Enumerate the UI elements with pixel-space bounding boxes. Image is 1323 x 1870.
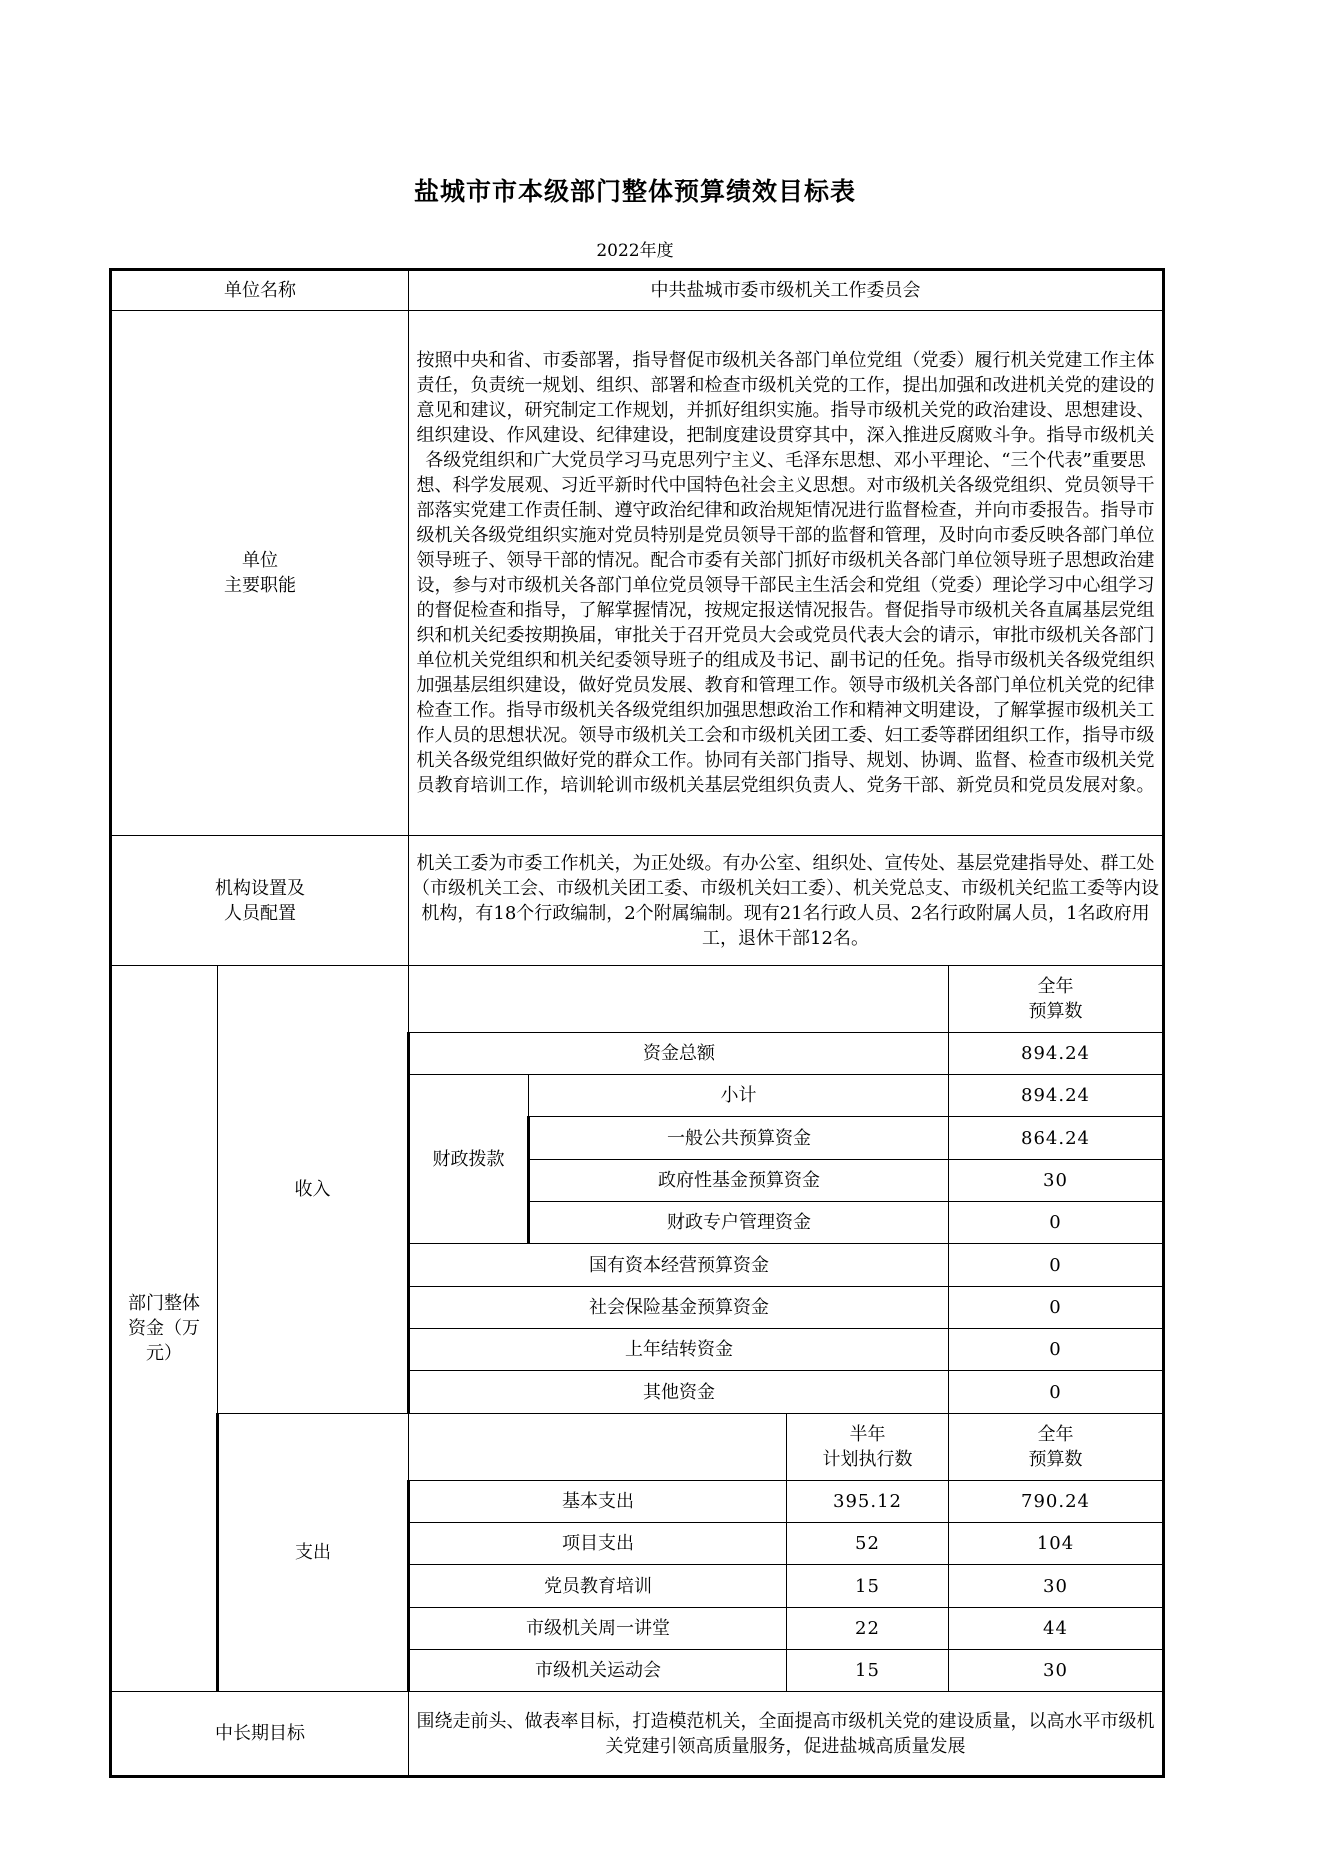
expense-header-half-year xyxy=(787,1414,949,1481)
income-header-line2: 预算数 xyxy=(1028,1001,1083,1022)
expense-row-label: 基本支出 xyxy=(409,1481,787,1523)
fiscal-year: 2022年度 xyxy=(596,241,674,261)
expense-header-full-line2: 预算数 xyxy=(1028,1449,1083,1470)
other-income-label: 国有资本经营预算资金 xyxy=(409,1244,949,1287)
income-label: 收入 xyxy=(218,966,409,1414)
fiscal-item-label: 政府性基金预算资金 xyxy=(529,1160,949,1202)
fiscal-item-value: 30 xyxy=(949,1160,1164,1202)
expense-row-label: 党员教育培训 xyxy=(409,1565,787,1608)
expense-row-half: 395.12 xyxy=(787,1481,949,1523)
goal-label: 中长期目标 xyxy=(111,1692,409,1777)
expense-row-full: 790.24 xyxy=(949,1481,1164,1523)
total-funds-label: 资金总额 xyxy=(409,1033,949,1075)
performance-target-table xyxy=(109,268,1165,1778)
income-header-blank xyxy=(409,966,949,1033)
expense-row-half: 15 xyxy=(787,1650,949,1692)
functions-text: 按照中央和省、市委部署，指导督促市级机关各部门单位党组（党委）履行机关党建工作主体责任，负责统一规划、组织、部署和检查市级机关党的工作，提出加强和改进机关党的建设的意见和建议，研究制定工作规划，并抓好组织实施。指导市级机关党的政治建设、思想建设、组织建设、作风建设、纪律建设，把制度建设贯穿其中，深入推进反腐败斗争。指导市级机关各级党组织和广大党员学习马克思列宁主义、毛泽东思想、邓小平理论、“三个代表”重要思想、科学发展观、习近平新时代中国特色社会主义思想。对市级机关各级党组织、党员领导干部落实党建工作责任制、遵守政治纪律和政治规矩情况进行监督检查，并向市委报告。指导市级机关各级党组织实施对党员特别是党员领导干部的监督和管理，及时向市委反映各部门单位领导班子、领导干部的情况。配合市委有关部门抓好市级机关各部门单位领导班子思想政治建设，参与对市级机关各部门单位党员领导干部民主生活会和党组（党委）理论学习中心组学习的督促检查和指导，了解掌握情况，按规定报送情况报告。督促指导市级机关各直属基层党组织和机关纪委按期换届，审批关于召开党员大会或党员代表大会的请示，审批市级机关各部门单位机关党组织和机关纪委领导班子的组成及书记、副书记的任免。指导市级机关各级党组织加强基层组织建设，做好党员发展、教育和管理工作。领导市级机关各部门单位机关党的纪律检查工作。指导市级机关各级党组织加强思想政治工作和精神文明建设，了解掌握市级机关工作人员的思想状况。领导市级机关工会和市级机关团工委、妇工委等群团组织工作，指导市级机关各级党组织做好党的群众工作。协同有关部门指导、规划、协调、监督、检查市级机关党员教育培训工作，培训轮训市级机关基层党组织负责人、党务干部、新党员和党员发展对象。 xyxy=(409,311,1164,836)
organization-text: 机关工委为市委工作机关，为正处级。有办公室、组织处、宣传处、基层党建指导处、群工处（市级机关工会、市级机关团工委、市级机关妇工委）、机关党总支、市级机关纪监工委等内设机构，有18个行政编制，2个附属编制。现有21名行政人员、2名行政附属人员，1名政府用工，退休干部12名。 xyxy=(409,836,1164,966)
expense-row-half: 15 xyxy=(787,1565,949,1608)
other-income-value: 0 xyxy=(949,1371,1164,1414)
expense-header-full-line1: 全年 xyxy=(1037,1424,1074,1445)
expense-header-half-line1: 半年 xyxy=(849,1424,886,1445)
other-income-value: 0 xyxy=(949,1244,1164,1287)
funds-label-line2: 资金（万 xyxy=(128,1318,200,1339)
organization-label-line1: 机构设置及 xyxy=(215,877,305,899)
expense-row-label: 市级机关周一讲堂 xyxy=(409,1608,787,1650)
expense-row-half: 22 xyxy=(787,1608,949,1650)
unit-name-label: 单位名称 xyxy=(111,270,409,311)
fiscal-item-value: 0 xyxy=(949,1202,1164,1244)
expense-row-full: 104 xyxy=(949,1523,1164,1565)
organization-label xyxy=(111,836,409,966)
funds-label-line3: 元） xyxy=(146,1343,182,1364)
expense-row-label: 市级机关运动会 xyxy=(409,1650,787,1692)
goal-text: 围绕走前头、做表率目标，打造模范机关，全面提高市级机关党的建设质量，以高水平市级机关党建引领高质量服务，促进盐城高质量发展 xyxy=(409,1692,1164,1777)
expense-row-half: 52 xyxy=(787,1523,949,1565)
fiscal-item-label: 财政专户管理资金 xyxy=(529,1202,949,1244)
other-income-label: 上年结转资金 xyxy=(409,1329,949,1371)
expense-row-label: 项目支出 xyxy=(409,1523,787,1565)
income-header-full-year xyxy=(949,966,1164,1033)
expense-row-full: 44 xyxy=(949,1608,1164,1650)
expense-header-blank xyxy=(409,1414,787,1481)
expense-header-full-year xyxy=(949,1414,1164,1481)
functions-label-line2: 主要职能 xyxy=(224,575,296,596)
fiscal-appropriation-label: 财政拨款 xyxy=(409,1075,529,1244)
total-funds-value: 894.24 xyxy=(949,1033,1164,1075)
income-header-line1: 全年 xyxy=(1037,976,1074,997)
funds-label-line1: 部门整体 xyxy=(128,1293,200,1314)
fiscal-item-value: 894.24 xyxy=(949,1075,1164,1117)
expense-row-full: 30 xyxy=(949,1650,1164,1692)
fiscal-item-label: 小计 xyxy=(529,1075,949,1117)
fiscal-item-label: 一般公共预算资金 xyxy=(529,1117,949,1160)
expense-label: 支出 xyxy=(218,1414,409,1692)
expense-header-half-line2: 计划执行数 xyxy=(822,1449,913,1470)
unit-name-value: 中共盐城市委市级机关工作委员会 xyxy=(409,270,1164,311)
organization-label-line2: 人员配置 xyxy=(224,902,296,924)
other-income-label: 其他资金 xyxy=(409,1371,949,1414)
functions-label xyxy=(111,311,409,836)
other-income-label: 社会保险基金预算资金 xyxy=(409,1287,949,1329)
functions-label-line1: 单位 xyxy=(242,550,278,571)
other-income-value: 0 xyxy=(949,1287,1164,1329)
funds-label xyxy=(111,966,218,1692)
expense-row-full: 30 xyxy=(949,1565,1164,1608)
page-title: 盐城市市本级部门整体预算绩效目标表 xyxy=(413,177,856,206)
other-income-value: 0 xyxy=(949,1329,1164,1371)
fiscal-item-value: 864.24 xyxy=(949,1117,1164,1160)
